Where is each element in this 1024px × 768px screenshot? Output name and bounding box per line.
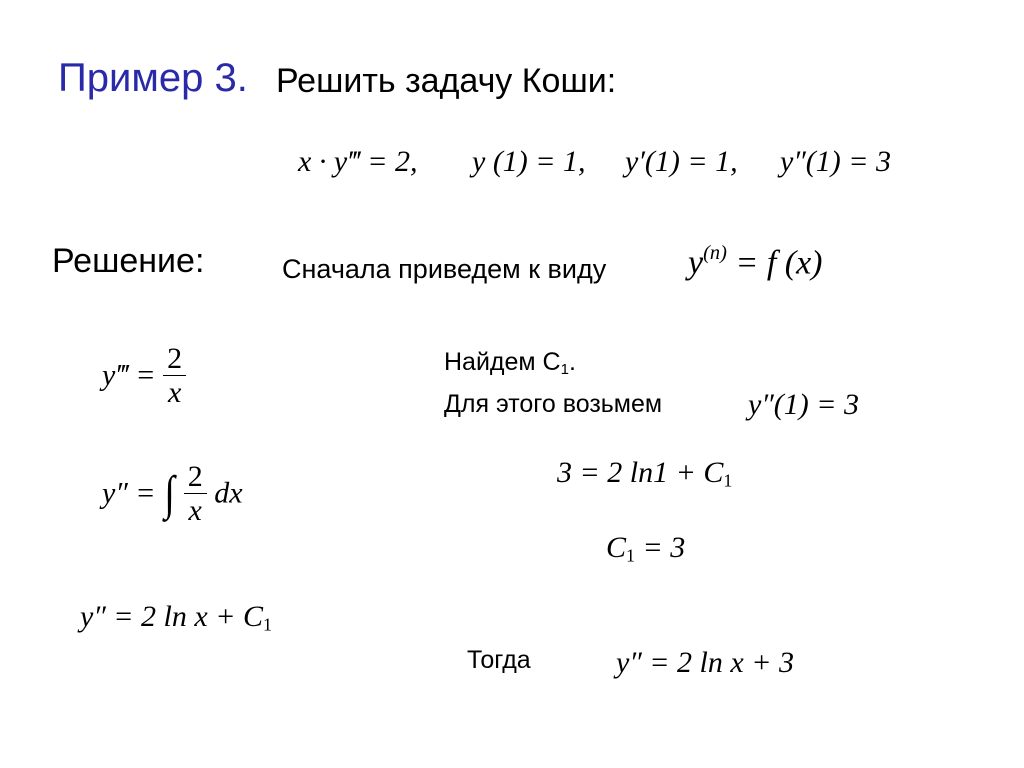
target-form-rhs: = f (x) <box>735 244 823 282</box>
initial-condition-1: y (1) = 1, <box>472 145 586 178</box>
integral-sign: ∫ <box>164 467 175 520</box>
step2-equation <box>102 460 243 527</box>
step1-lhs: y‴ = <box>102 358 156 392</box>
for-this-text: Для этого возьмем <box>444 390 663 418</box>
c1-symbol: C <box>606 531 627 564</box>
step2-denominator: x <box>188 494 202 527</box>
step2-numerator: 2 <box>184 460 207 494</box>
target-form-order: (n) <box>703 242 727 264</box>
c1-rhs: = 3 <box>635 531 686 564</box>
step3-subscript: 1 <box>262 614 272 635</box>
c1-subscript: 1 <box>626 545 636 566</box>
step3-equation <box>80 600 272 636</box>
step1-fraction <box>163 342 186 409</box>
initial-condition-2: y′(1) = 1, <box>625 145 738 178</box>
condition-equation: y″(1) = 3 <box>748 388 860 421</box>
substitution-text: 3 = 2 ln1 + C <box>557 456 724 489</box>
initial-condition-3: y″(1) = 3 <box>780 145 892 178</box>
step2-fraction <box>184 460 207 527</box>
solution-label: Решение: <box>52 242 205 280</box>
find-c-line <box>444 348 576 378</box>
find-c-text: Найдем С <box>444 348 561 376</box>
substitution-subscript: 1 <box>723 470 733 491</box>
step1-numerator: 2 <box>163 342 186 376</box>
step2-dx: dx <box>214 476 243 510</box>
c1-value-equation <box>606 531 685 567</box>
intro-text: Сначала приведем к виду <box>282 254 607 284</box>
step1-equation <box>102 342 186 409</box>
example-number: Пример 3. <box>58 56 248 100</box>
find-c-subscript: 1 <box>560 360 569 378</box>
target-form <box>688 242 823 282</box>
then-label: Тогда <box>467 646 531 674</box>
substitution-equation <box>557 456 732 492</box>
step1-denominator: x <box>168 376 182 409</box>
find-c-period: . <box>568 348 576 376</box>
target-form-lhs: y <box>688 244 704 282</box>
page-title: Решить задачу Коши: <box>276 62 617 100</box>
step2-lhs: y″ = <box>102 476 156 510</box>
ode-equation: x · y‴ = 2, <box>298 145 418 178</box>
step3-text: y″ = 2 ln x + C <box>80 600 263 633</box>
result-equation: y″ = 2 ln x + 3 <box>616 646 794 679</box>
